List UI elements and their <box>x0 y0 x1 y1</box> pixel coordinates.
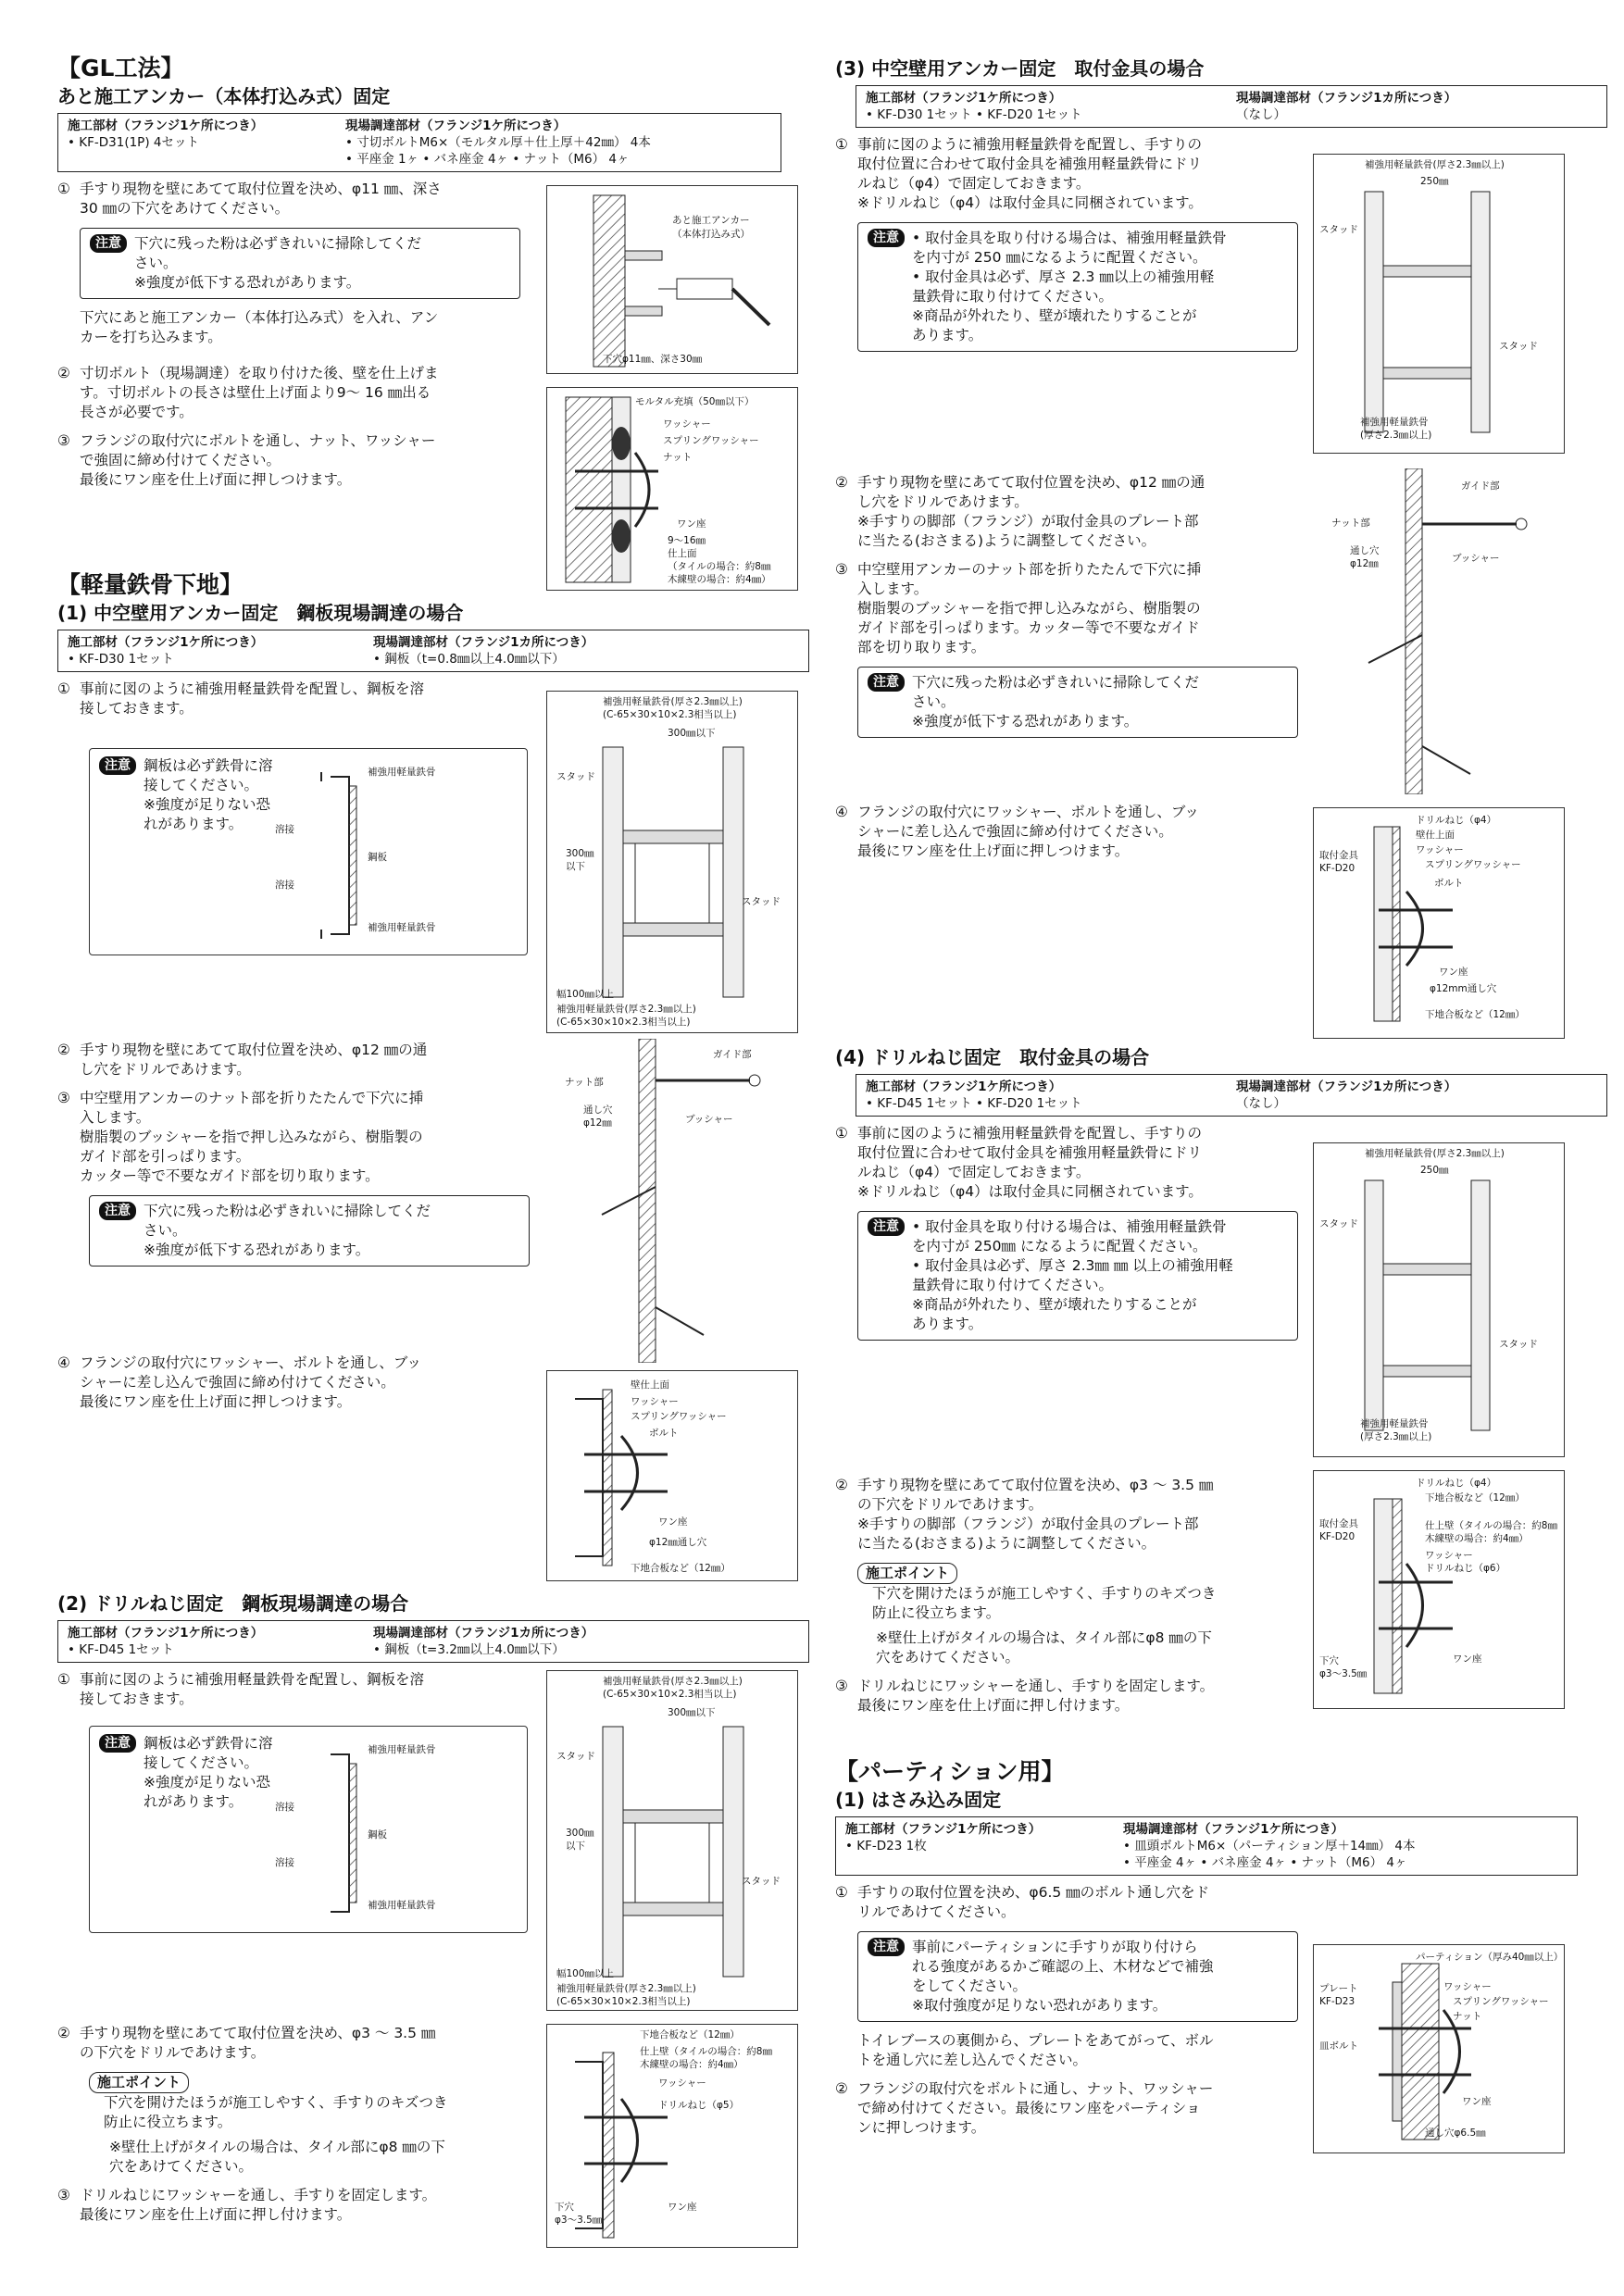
r3-caution-2: 注意 下穴に残った粉は必ずきれいに掃除してくだ さい。 ※強度が低下する恐れがあります。 <box>857 667 1298 738</box>
svg-text:補強用軽量鉄骨(厚さ2.3㎜以上): 補強用軽量鉄骨(厚さ2.3㎜以上) <box>603 696 743 707</box>
keiryo-step-2: ② 手すり現物を壁にあてて取付位置を決め、φ12 ㎜の通 し穴をドリルであけます。 <box>57 1042 428 1078</box>
svg-text:取付金具: 取付金具 <box>1319 1518 1358 1529</box>
svg-text:補強用軽量鉄骨(厚さ2.3㎜以上): 補強用軽量鉄骨(厚さ2.3㎜以上) <box>1365 159 1505 170</box>
r4-step-3: ③ ドリルねじにワッシャーを通し、手すりを固定します。 最後にワン座を仕上げ面に押し付けます。 <box>835 1678 1215 1714</box>
svg-text:スタッド: スタッド <box>1499 341 1538 352</box>
svg-text:スプリングワッシャー: スプリングワッシャー <box>1453 1996 1549 2007</box>
svg-text:スタッド: スタッド <box>1499 1339 1538 1350</box>
svg-text:ボルト: ボルト <box>1434 878 1464 889</box>
gl-step-1: ① 手すり現物を壁にあてて取付位置を決め、φ11 ㎜、深さ 30 ㎜の下穴をあけてください。 <box>57 181 442 217</box>
svg-text:KF-D20: KF-D20 <box>1319 863 1355 874</box>
svg-text:ドリルねじ（φ5）: ドリルねじ（φ5） <box>658 2100 740 2111</box>
mat-value: • KF-D31(1P) 4セット <box>68 135 199 150</box>
svg-text:下地合板など（12㎜）: 下地合板など（12㎜） <box>1425 1492 1525 1504</box>
r3-figure-frame <box>1313 154 1565 454</box>
r3-step-4: ④ フランジの取付穴にワッシャー、ボルトを通し、ブッ シャーに差し込んで強固に締め付けてください。 最後にワン座を仕上げ面に押しつけます。 <box>835 804 1199 859</box>
caution-badge: 注意 <box>99 756 136 775</box>
keiryo-step-7: ③ ドリルねじにワッシャーを通し、手すりを固定します。 最後にワン座を仕上げ面に押し付けます。 <box>57 2187 437 2223</box>
svg-text:あと施工アンカー: あと施工アンカー <box>672 215 750 226</box>
svg-text:補強用軽量鉄骨: 補強用軽量鉄骨 <box>368 922 436 933</box>
partition-step-1: ① 手すりの取付位置を決め、φ6.5 ㎜のボルト通し穴をド リルであけてください。 <box>835 1884 1210 1920</box>
r4-title: (4) ドリルねじ固定 取付金具の場合 <box>835 1046 1150 1068</box>
keiryo-figure-anchor-1 <box>546 1039 796 1363</box>
gl-caution-1: 注意 下穴に残った粉は必ずきれいに掃除してくだ さい。 ※強度が低下する恐れがあります。 <box>80 228 520 299</box>
svg-text:仕上壁（タイルの場合：約8㎜: 仕上壁（タイルの場合：約8㎜ <box>1425 1520 1557 1531</box>
gl-materials <box>57 113 781 172</box>
gl-para-1: 下穴にあと施工アンカー（本体打込み式）を入れ、アン カーを打ち込みます。 <box>80 309 439 345</box>
svg-text:補強用軽量鉄骨: 補強用軽量鉄骨 <box>368 1900 436 1911</box>
keiryo-figure-frame-2 <box>546 1670 798 2011</box>
svg-text:KF-D23: KF-D23 <box>1319 1996 1355 2007</box>
svg-text:スタッド: スタッド <box>1319 1218 1358 1229</box>
svg-text:補強用軽量鉄骨: 補強用軽量鉄骨 <box>1360 1418 1429 1429</box>
svg-text:スタッド: スタッド <box>1319 224 1358 235</box>
svg-text:ナット: ナット <box>1453 2011 1482 2022</box>
svg-text:φ3～3.5㎜: φ3～3.5㎜ <box>555 2215 603 2226</box>
svg-text:ワン座: ワン座 <box>1462 2096 1492 2107</box>
keiryo-step-1: ① 事前に図のように補強用軽量鉄骨を配置し、鋼板を溶 接しておきます。 <box>57 680 425 717</box>
svg-text:ワッシャー: ワッシャー <box>1443 1981 1492 1992</box>
mat-header: 施工部材（フランジ1ケ所につき） <box>68 119 264 133</box>
r3-step-2: ② 手すり現物を壁にあてて取付位置を決め、φ12 ㎜の通 し穴をドリルであけます。 ※手すりの脚部（フランジ）が取付金具のプレート部 に当たる(おさまる)ように調整してください。 <box>835 474 1206 549</box>
svg-text:ナット: ナット <box>663 452 693 463</box>
svg-text:モルタル充填（50㎜以下）: モルタル充填（50㎜以下） <box>635 396 755 407</box>
svg-text:鋼板: 鋼板 <box>368 852 387 863</box>
svg-text:300㎜以下: 300㎜以下 <box>668 728 716 739</box>
r4-figure-drill <box>1313 1470 1565 1709</box>
svg-text:下穴: 下穴 <box>1319 1655 1339 1666</box>
svg-text:通し穴: 通し穴 <box>583 1104 613 1116</box>
svg-text:KF-D20: KF-D20 <box>1319 1531 1355 1542</box>
svg-text:スタッド: スタッド <box>556 1751 595 1762</box>
svg-text:鋼板: 鋼板 <box>368 1829 387 1841</box>
svg-text:溶接: 溶接 <box>275 824 294 835</box>
svg-text:通し穴φ6.5㎜: 通し穴φ6.5㎜ <box>1425 2128 1486 2139</box>
keiryo-sub-1: (1) 中空壁用アンカー固定 鋼板現場調達の場合 <box>57 602 464 624</box>
svg-text:下穴φ11㎜、深さ30㎜: 下穴φ11㎜、深さ30㎜ <box>603 354 703 365</box>
r3-step-3: ③ 中空壁用アンカーのナット部を折りたたんで下穴に挿 入します。 樹脂製のブッシャーを指で押し込みながら、樹脂製の ガイド部を引っぱります。カッター等で不要なガイド 部を切り取ります。 <box>835 561 1202 655</box>
svg-text:プレート: プレート <box>1319 1983 1358 1994</box>
keiryo-mat-1: 施工部材（フランジ1ケ所につき） • KF-D30 1セット 現場調達部材（フランジ1カ所につき） • 鋼板（t=0.8㎜以上4.0㎜以下） <box>57 630 809 672</box>
svg-text:以下: 以下 <box>566 861 585 872</box>
svg-text:(厚さ2.3㎜以上): (厚さ2.3㎜以上) <box>1360 430 1432 441</box>
svg-text:ドリルねじ（φ4）: ドリルねじ（φ4） <box>1416 1478 1497 1489</box>
svg-text:スプリングワッシャー: スプリングワッシャー <box>631 1411 727 1422</box>
svg-text:補強用軽量鉄骨(厚さ2.3㎜以上): 補強用軽量鉄骨(厚さ2.3㎜以上) <box>1365 1148 1505 1159</box>
svg-text:幅100㎜以上: 幅100㎜以上 <box>556 989 615 1000</box>
svg-text:(C-65×30×10×2.3相当以上): (C-65×30×10×2.3相当以上) <box>556 1996 691 2007</box>
svg-text:下穴: 下穴 <box>555 2202 574 2213</box>
svg-text:(C-65×30×10×2.3相当以上): (C-65×30×10×2.3相当以上) <box>556 1017 691 1028</box>
svg-text:(C-65×30×10×2.3相当以上): (C-65×30×10×2.3相当以上) <box>603 1689 737 1700</box>
svg-text:ワン座: ワン座 <box>1439 967 1468 978</box>
svg-text:（タイルの場合：約8㎜: （タイルの場合：約8㎜ <box>668 561 771 572</box>
r4-step-2: ② 手すり現物を壁にあてて取付位置を決め、φ3 ～ 3.5 ㎜ の下穴をドリルであけます。 ※手すりの脚部（フランジ）が取付金具のプレート部 に当たる(おさまる)ように調整してください。 <box>835 1477 1214 1552</box>
keiryo-figure-frame-1 <box>546 691 798 1033</box>
r4-step-1: ① 事前に図のように補強用軽量鉄骨を配置し、手すりの 取付位置に合わせて取付金具を補強用軽量鉄骨にドリ ルねじ（φ4）で固定しておきます。 ※ドリルねじ（φ4）は取付金具に同梱されています。 <box>835 1125 1203 1200</box>
r4-mat: 施工部材（フランジ1ケ所につき） • KF-D45 1セット • KF-D20 1セット 現場調達部材（フランジ1カ所につき） （なし） <box>856 1074 1607 1117</box>
r3-step-1: ① 事前に図のように補強用軽量鉄骨を配置し、手すりの 取付位置に合わせて取付金具を補強用軽量鉄骨にドリ ルねじ（φ4）で固定しておきます。 ※ドリルねじ（φ4）は取付金具に同梱されています。 <box>835 136 1203 211</box>
svg-text:下地合板など（12㎜）: 下地合板など（12㎜） <box>631 1563 731 1574</box>
svg-text:ワン座: ワン座 <box>1453 1653 1482 1665</box>
keiryo-step-3: ③ 中空壁用アンカーのナット部を折りたたんで下穴に挿 入します。 樹脂製のブッシャーを指で押し込みながら、樹脂製の ガイド部を引っぱります。 カッター等で不要なガイド部を切り取ります。 <box>57 1090 424 1184</box>
mat-value: • 平座金 1ヶ • バネ座金 4ヶ • ナット（M6） 4ヶ <box>345 152 630 167</box>
r3-figure-flange <box>1313 807 1565 1039</box>
keiryo-title: 【軽量鉄骨下地】 <box>57 571 244 598</box>
svg-text:スタッド: スタッド <box>556 771 595 782</box>
svg-text:(C-65×30×10×2.3相当以上): (C-65×30×10×2.3相当以上) <box>603 709 737 720</box>
svg-text:ワッシャー: ワッシャー <box>1425 1550 1473 1561</box>
caution-badge: 注意 <box>90 234 127 253</box>
keiryo-tile: ※壁仕上げがタイルの場合は、タイル部にφ8 ㎜の下 穴をあけてください。 <box>109 2139 445 2175</box>
r4-tile: ※壁仕上げがタイルの場合は、タイル部にφ8 ㎜の下 穴をあけてください。 <box>876 1629 1212 1666</box>
partition-mat: 施工部材（フランジ1ケ所につき） • KF-D23 1枚 現場調達部材（フランジ1ケ所につき） • 皿頭ボルトM6×（パーティション厚＋14㎜） 4本 • 平座金 4ヶ • バネ座金 4ヶ • ナット（M6） 4ヶ <box>835 1816 1578 1876</box>
r4-caution-1: 注意 • 取付金具を取り付ける場合は、補強用軽量鉄骨 を内寸が 250㎜ になるように配置ください。 • 取付金具は必ず、厚さ 2.3㎜ ㎜ 以上の補強用軽 量鉄骨に取り付けてください。 ※商品が外れたり、壁が壊れたりすることが あります。 <box>857 1211 1298 1341</box>
partition-para: トイレブースの裏側から、プレートをあてがって、ボル トを通し穴に差し込んでください。 <box>857 2032 1214 2068</box>
svg-text:ナット部: ナット部 <box>1331 518 1370 529</box>
keiryo-figure-flange-1 <box>546 1370 798 1581</box>
r3-steps <box>835 468 1298 870</box>
svg-text:250㎜: 250㎜ <box>1420 1165 1449 1176</box>
svg-text:ボルト: ボルト <box>649 1428 679 1439</box>
svg-text:(厚さ2.3㎜以上): (厚さ2.3㎜以上) <box>1360 1431 1432 1442</box>
svg-text:パーティション（厚み40㎜以上）: パーティション（厚み40㎜以上） <box>1416 1952 1564 1963</box>
r4-steps <box>835 1470 1298 1725</box>
svg-text:300㎜: 300㎜ <box>566 848 594 859</box>
gl-step-2: ② 寸切ボルト（現場調達）を取り付けた後、壁を仕上げま す。寸切ボルトの長さは壁仕上げ面より9～ 16 ㎜出る 長さが必要です。 <box>57 365 439 420</box>
r3-figure-anchor <box>1313 468 1563 794</box>
keiryo-point: 施工ポイント 下穴を開けたほうが施工しやすく、手すりのキズつき 防止に役立ちます。 <box>89 2072 530 2132</box>
mat-header: 現場調達部材（フランジ1ケ所につき） <box>345 119 567 133</box>
svg-text:スプリングワッシャー: スプリングワッシャー <box>663 435 759 446</box>
r3-caution-1: 注意 • 取付金具を取り付ける場合は、補強用軽量鉄骨 を内寸が 250 ㎜になるように配置ください。 • 取付金具は必ず、厚さ 2.3 ㎜以上の補強用軽 量鉄骨に取り付けてください。 ※商品が外れたり、壁が壊れたりすることが あります。 <box>857 222 1298 352</box>
svg-text:ドリルねじ（φ6）: ドリルねじ（φ6） <box>1425 1563 1506 1574</box>
partition-sub: (1) はさみ込み固定 <box>835 1789 1002 1811</box>
svg-text:スタッド: スタッド <box>742 1876 781 1887</box>
r4-figure-frame <box>1313 1142 1565 1457</box>
svg-text:φ12㎜通し穴: φ12㎜通し穴 <box>649 1537 707 1548</box>
svg-text:溶接: 溶接 <box>275 880 294 891</box>
svg-text:以下: 以下 <box>566 1841 585 1852</box>
mat-value: • 寸切ボルトM6×（モルタル厚＋仕上厚＋42㎜） 4本 <box>345 135 651 150</box>
r3-title: (3) 中空壁用アンカー固定 取付金具の場合 <box>835 57 1205 80</box>
partition-caution: 注意 事前にパーティションに手すりが取り付けら れる強度があるかご確認の上、木材などで補強 をしてください。 ※取付強度が足りない恐れがあります。 <box>857 1931 1298 2022</box>
svg-text:補強用軽量鉄骨: 補強用軽量鉄骨 <box>1360 417 1429 428</box>
keiryo-steps-2-4 <box>57 1035 530 1421</box>
svg-text:木練壁の場合：約4㎜）: 木練壁の場合：約4㎜） <box>1425 1533 1529 1544</box>
svg-text:補強用軽量鉄骨(厚さ2.3㎜以上): 補強用軽量鉄骨(厚さ2.3㎜以上) <box>556 1983 696 1994</box>
svg-text:スプリングワッシャー: スプリングワッシャー <box>1425 859 1521 870</box>
keiryo-step-6: ② 手すり現物を壁にあてて取付位置を決め、φ3 ～ 3.5 ㎜ の下穴をドリルであけます。 <box>57 2025 436 2061</box>
svg-text:仕上壁（タイルの場合：約8㎜: 仕上壁（タイルの場合：約8㎜ <box>640 2046 772 2057</box>
point-badge: 施工ポイント <box>89 2072 189 2093</box>
svg-text:壁仕上面: 壁仕上面 <box>1416 830 1455 841</box>
gl-figure-1 <box>546 185 798 374</box>
svg-text:φ3～3.5㎜: φ3～3.5㎜ <box>1319 1668 1368 1679</box>
keiryo-mat-2: 施工部材（フランジ1ケ所につき） • KF-D45 1セット 現場調達部材（フランジ1カ所につき） • 鋼板（t=3.2㎜以上4.0㎜以下） <box>57 1620 809 1663</box>
gl-subtitle: あと施工アンカー（本体打込み式）固定 <box>57 85 391 107</box>
svg-text:木練壁の場合：約4㎜）: 木練壁の場合：約4㎜） <box>668 574 771 585</box>
svg-text:9～16㎜: 9～16㎜ <box>668 535 706 546</box>
svg-text:補強用軽量鉄骨: 補強用軽量鉄骨 <box>368 767 436 778</box>
partition-title: 【パーティション用】 <box>835 1758 1065 1785</box>
svg-text:φ12mm通し穴: φ12mm通し穴 <box>1430 983 1497 994</box>
svg-text:300㎜: 300㎜ <box>566 1828 594 1839</box>
svg-text:幅100㎜以上: 幅100㎜以上 <box>556 1968 615 1979</box>
svg-text:（本体打込み式）: （本体打込み式） <box>672 229 750 240</box>
svg-text:溶接: 溶接 <box>275 1857 294 1868</box>
keiryo-note-box-1: 注意 鋼板は必ず鉄骨に溶 接してください。 ※強度が足りない恐 れがあります。 補強用軽量鉄骨 溶接 鋼板 溶接 補強用軽量鉄骨 <box>89 748 528 955</box>
gl-title: 【GL工法】 <box>57 55 184 81</box>
svg-text:補強用軽量鉄骨: 補強用軽量鉄骨 <box>368 1744 436 1755</box>
svg-text:スタッド: スタッド <box>742 896 781 907</box>
svg-text:ワン座: ワン座 <box>677 518 706 530</box>
partition-step-2: ② フランジの取付穴をボルトに通し、ナット、ワッシャー で締め付けてください。最後にワン座をパーティショ ンに押しつけます。 <box>835 2080 1214 2136</box>
svg-text:木練壁の場合：約4㎜）: 木練壁の場合：約4㎜） <box>640 2059 743 2070</box>
svg-text:ブッシャー: ブッシャー <box>685 1114 733 1125</box>
svg-text:ワッシャー: ワッシャー <box>663 418 711 430</box>
svg-text:300㎜以下: 300㎜以下 <box>668 1707 716 1718</box>
svg-text:通し穴: 通し穴 <box>1350 545 1380 556</box>
keiryo-step-4: ④ フランジの取付穴にワッシャー、ボルトを通し、ブッ シャーに差し込んで強固に締め付けてください。 最後にワン座を仕上げ面に押しつけます。 <box>57 1354 421 1410</box>
svg-text:250㎜: 250㎜ <box>1420 176 1449 187</box>
svg-text:壁仕上面: 壁仕上面 <box>631 1379 669 1391</box>
svg-text:ドリルねじ（φ4）: ドリルねじ（φ4） <box>1416 815 1497 826</box>
keiryo-caution-2: 注意 下穴に残った粉は必ずきれいに掃除してくだ さい。 ※強度が低下する恐れがあります。 <box>89 1195 530 1267</box>
svg-text:溶接: 溶接 <box>275 1802 294 1813</box>
svg-text:ガイド部: ガイド部 <box>1461 480 1500 492</box>
svg-text:φ12㎜: φ12㎜ <box>1350 558 1379 569</box>
partition-figure <box>1313 1944 1565 2153</box>
gl-step-3: ③ フランジの取付穴にボルトを通し、ナット、ワッシャー で強固に締め付けてください。 最後にワン座を仕上げ面に押しつけます。 <box>57 432 436 488</box>
svg-text:下地合板など（12㎜）: 下地合板など（12㎜） <box>640 2029 740 2040</box>
svg-text:仕上面: 仕上面 <box>668 548 697 559</box>
svg-text:ガイド部: ガイド部 <box>713 1049 752 1060</box>
svg-text:補強用軽量鉄骨(厚さ2.3㎜以上): 補強用軽量鉄骨(厚さ2.3㎜以上) <box>603 1676 743 1687</box>
svg-text:ワッシャー: ワッシャー <box>658 2078 706 2089</box>
svg-text:ワン座: ワン座 <box>668 2202 697 2213</box>
keiryo-step-5: ① 事前に図のように補強用軽量鉄骨を配置し、鋼板を溶 接しておきます。 <box>57 1671 425 1707</box>
svg-text:皿ボルト: 皿ボルト <box>1319 2040 1358 2052</box>
svg-text:ナット部: ナット部 <box>565 1077 604 1088</box>
keiryo-note-box-2: 注意 鋼板は必ず鉄骨に溶 接してください。 ※強度が足りない恐 れがあります。 補強用軽量鉄骨 溶接 鋼板 溶接 補強用軽量鉄骨 <box>89 1726 528 1933</box>
keiryo-sub-2: (2) ドリルねじ固定 鋼板現場調達の場合 <box>57 1592 409 1615</box>
svg-text:取付金具: 取付金具 <box>1319 850 1358 861</box>
svg-text:下地合板など（12㎜）: 下地合板など（12㎜） <box>1425 1009 1525 1020</box>
keiryo-figure-drill-1 <box>546 2024 798 2248</box>
svg-text:ワッシャー: ワッシャー <box>1416 844 1464 855</box>
r4-point: 施工ポイント 下穴を開けたほうが施工しやすく、手すりのキズつき 防止に役立ちます。 <box>857 1563 1298 1623</box>
svg-text:ワン座: ワン座 <box>658 1516 688 1528</box>
keiryo-steps-6-7 <box>57 2018 530 2234</box>
r3-mat: 施工部材（フランジ1ケ所につき） • KF-D30 1セット • KF-D20 1セット 現場調達部材（フランジ1カ所につき） （なし） <box>856 85 1607 128</box>
svg-text:補強用軽量鉄骨(厚さ2.3㎜以上): 補強用軽量鉄骨(厚さ2.3㎜以上) <box>556 1004 696 1015</box>
svg-text:φ12㎜: φ12㎜ <box>583 1117 612 1129</box>
svg-text:ブッシャー: ブッシャー <box>1452 553 1500 564</box>
gl-figure-2 <box>546 387 798 591</box>
svg-text:ワッシャー: ワッシャー <box>631 1396 679 1407</box>
